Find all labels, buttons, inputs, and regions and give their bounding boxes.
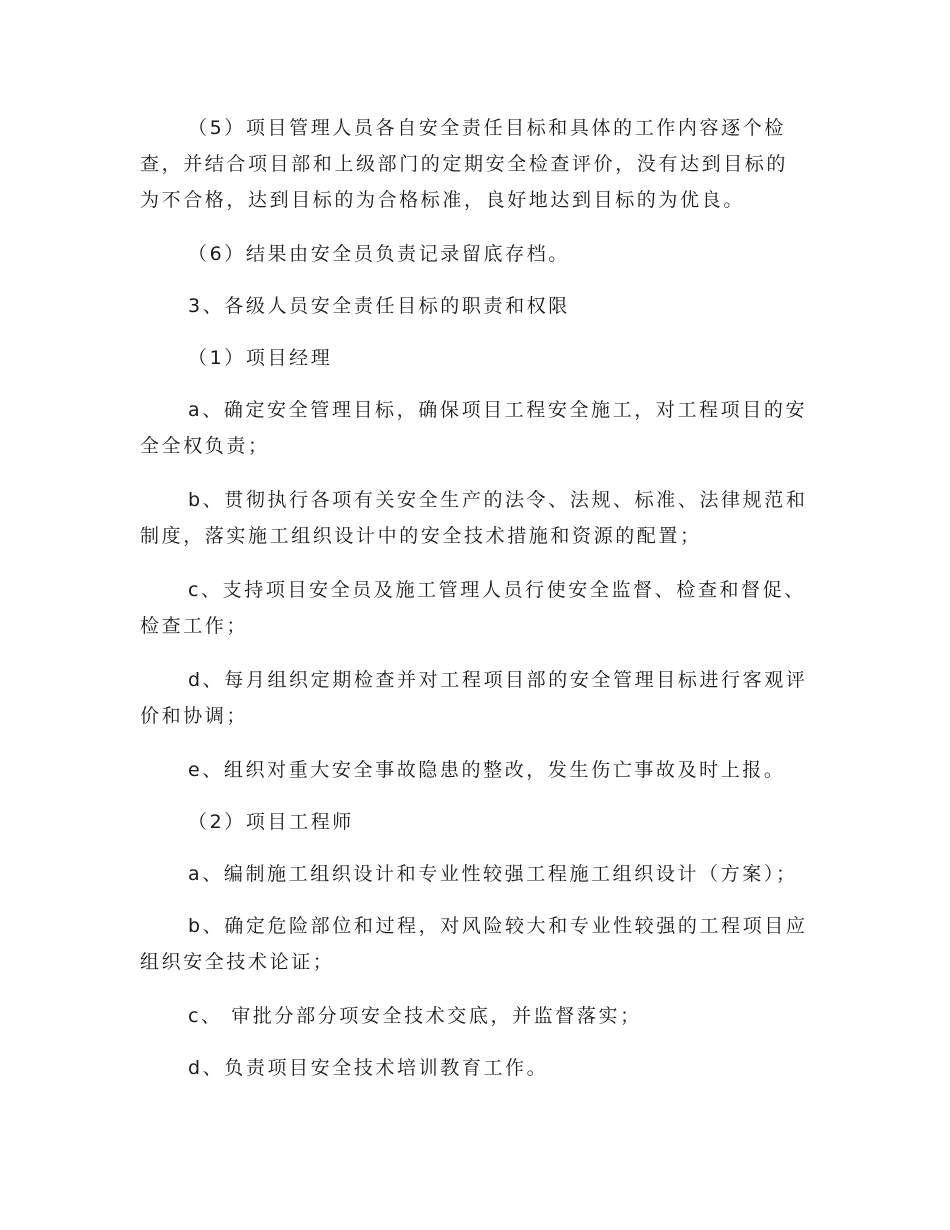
text-line: （5）项目管理人员各自安全责任目标和具体的工作内容逐个检 <box>188 117 786 139</box>
paragraph-6-records <box>140 236 808 272</box>
paragraph-5-inspection <box>140 110 808 218</box>
text-line: 组织安全技术论证； <box>140 951 335 973</box>
text-line: d、每月组织定期检查并对工程项目部的安全管理目标进行客观评 <box>188 669 808 691</box>
text-line: 为不合格，达到目标的为合格标准，良好地达到目标的为优良。 <box>140 189 745 211</box>
item-a-manager <box>140 392 808 464</box>
item-e-manager <box>140 752 808 788</box>
text-line: b、确定危险部位和过程，对风险较大和专业性较强的工程项目应 <box>188 915 808 937</box>
text-line: b、贯彻执行各项有关安全生产的法令、法规、标准、法律规范和 <box>188 489 808 511</box>
item-d-engineer <box>140 1050 808 1086</box>
text-line: （2）项目工程师 <box>188 811 354 833</box>
text-line: （1）项目经理 <box>188 347 333 369</box>
text-line: d、负责项目安全技术培训教育工作。 <box>188 1057 549 1079</box>
subheading-project-engineer <box>140 804 808 840</box>
item-c-engineer <box>140 998 808 1034</box>
text-line: 价和协调； <box>140 705 249 727</box>
text-line: 全全权负责； <box>140 435 270 457</box>
item-a-engineer <box>140 856 808 892</box>
subheading-project-manager <box>140 340 808 376</box>
item-b-engineer <box>140 908 808 980</box>
text-line: c、 审批分部分项安全技术交底，并监督落实； <box>188 1005 642 1027</box>
text-line: e、组织对重大安全事故隐患的整改，发生伤亡事故及时上报。 <box>188 759 786 781</box>
item-d-manager <box>140 662 808 734</box>
text-line: 查，并结合项目部和上级部门的定期安全检查评价，没有达到目标的 <box>140 153 789 175</box>
text-line: a、编制施工组织设计和专业性较强工程施工组织设计（方案）； <box>188 863 798 885</box>
item-c-manager <box>140 572 808 644</box>
text-line: c、支持项目安全员及施工管理人员行使安全监督、检查和督促、 <box>188 579 806 601</box>
text-line: a、确定安全管理目标，确保项目工程安全施工，对工程项目的安 <box>188 399 808 421</box>
section-heading-3 <box>140 288 808 324</box>
text-line: （6）结果由安全员负责记录留底存档。 <box>188 243 570 265</box>
text-line: 3、各级人员安全责任目标的职责和权限 <box>188 295 570 317</box>
text-line: 制度，落实施工组织设计中的安全技术措施和资源的配置； <box>140 525 702 547</box>
item-b-manager <box>140 482 808 554</box>
text-line: 检查工作； <box>140 615 249 637</box>
